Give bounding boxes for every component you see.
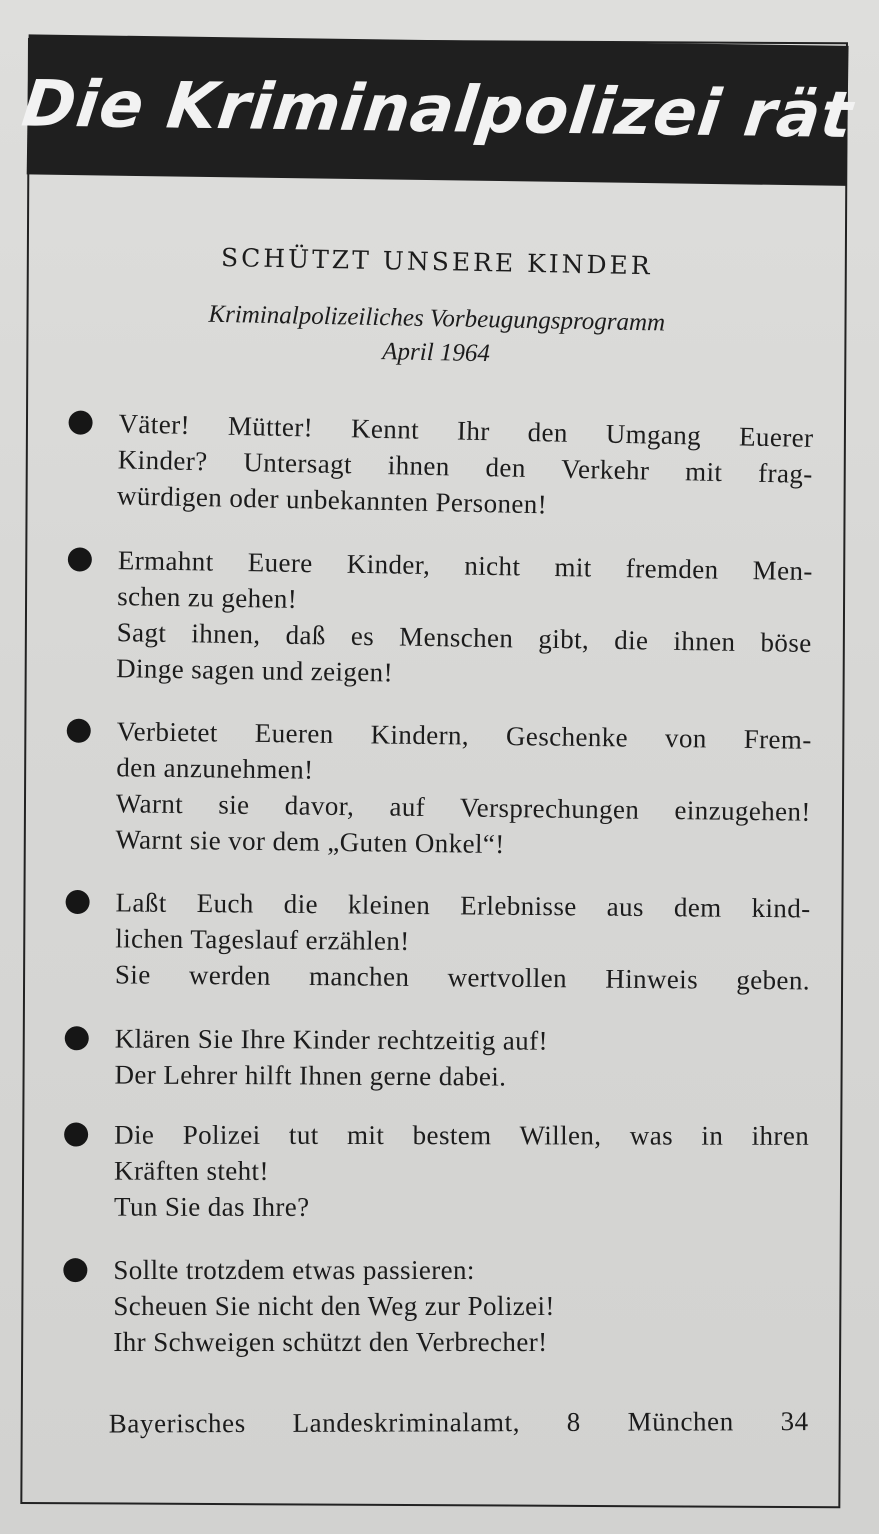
bullet-icon (65, 1026, 89, 1050)
headline: SCHÜTZT UNSERE KINDER (220, 243, 653, 281)
advice-line: den anzunehmen! (116, 752, 314, 785)
advice-line: Der Lehrer hilft Ihnen gerne dabei. (114, 1059, 507, 1092)
subtitle-program: Kriminalpolizeiliches Vorbeugungsprogramm (208, 300, 666, 337)
advice-line: Dinge sagen und zeigen! (115, 653, 394, 688)
advice-line: Laßt Euch die kleinen Erlebnisse aus dem kind- (115, 887, 811, 924)
advice-line: Sollte trotzdem etwas passieren: (113, 1255, 475, 1286)
advice-line: Verbietet Eueren Kindern, Geschenke von Frem- (116, 716, 812, 755)
advice-item (65, 713, 812, 866)
advice-item (66, 541, 813, 697)
advice-text (113, 1252, 808, 1360)
advice-line: Kinder? Untersagt ihnen den Verkehr mit frag- (117, 444, 813, 489)
advice-line: Kräften steht! (114, 1155, 269, 1186)
bullet-icon (67, 719, 91, 743)
subtitle-date: April 1964 (382, 338, 491, 368)
subtitle (28, 294, 845, 378)
advice-line: schen zu gehen! (117, 581, 298, 614)
bullet-icon (66, 890, 90, 914)
advice-item (64, 1020, 809, 1096)
bullet-icon (68, 410, 92, 434)
advice-text (115, 884, 811, 998)
bullet-icon (68, 547, 92, 571)
notice-frame (18, 38, 858, 1508)
advice-item (64, 1117, 809, 1226)
advice-line: Sie werden manchen wertvollen Hinweis geben. (114, 959, 811, 996)
advice-text (114, 1020, 809, 1096)
advice-line: würdigen oder unbekannten Personen! (116, 480, 548, 520)
advice-line: Warnt sie davor, auf Versprechungen einzugehen! (115, 788, 812, 827)
advice-text (116, 542, 813, 697)
advice-line: Ermahnt Euere Kinder, nicht mit fremden Men- (117, 545, 814, 587)
advice-line: Tun Sie das Ihre? (113, 1191, 310, 1222)
advice-text (114, 1117, 809, 1226)
advice-line: Warnt sie vor dem „Guten Onkel“! (115, 824, 505, 859)
advice-line: Väter! Mütter! Kennt Ihr den Umgang Euerer (118, 408, 814, 453)
advice-line: Die Polizei tut mit bestem Willen, was in ihren (114, 1119, 810, 1151)
advice-line: Sagt ihnen, daß es Menschen gibt, die ihnen böse (116, 617, 812, 659)
bullet-icon (63, 1258, 87, 1282)
advice-item (65, 884, 811, 998)
publisher-footer: Bayerisches Landeskriminalamt, 8 München 34 (108, 1406, 809, 1439)
advice-text (115, 713, 812, 865)
advice-item (63, 1252, 808, 1360)
advice-line: Ihr Schweigen schützt den Verbrecher! (113, 1327, 548, 1358)
advice-text (117, 405, 814, 528)
header-title: Die Kriminalpolizei rät (18, 67, 858, 153)
advice-line: lichen Tageslauf erzählen! (115, 923, 410, 956)
advice-line: Scheuen Sie nicht den Weg zur Polizei! (113, 1291, 555, 1322)
header-banner (18, 34, 858, 185)
advice-line: Klären Sie Ihre Kinder rechtzeitig auf! (114, 1023, 548, 1056)
advice-item (67, 404, 814, 528)
bullet-icon (64, 1123, 88, 1147)
